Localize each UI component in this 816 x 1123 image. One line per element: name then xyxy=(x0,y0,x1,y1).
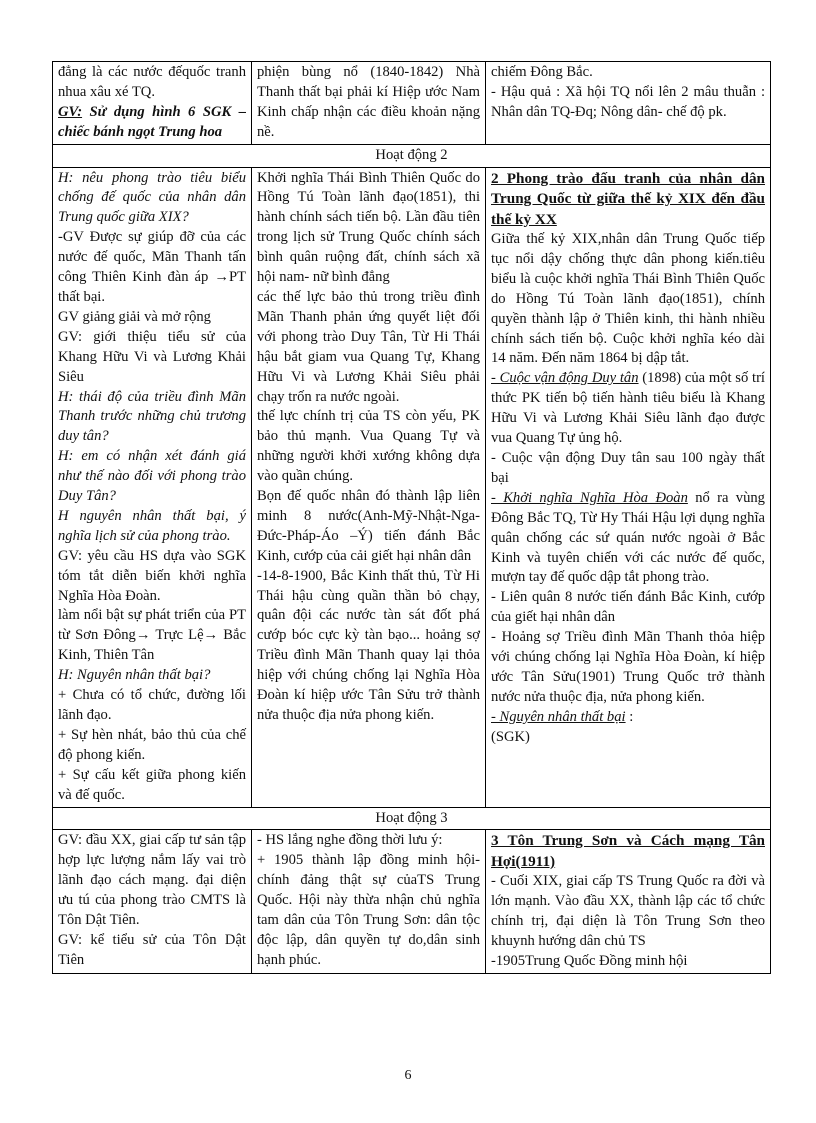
lesson-table xyxy=(52,61,771,974)
paragraph: Khởi nghĩa Thái Bình Thiên Quốc do Hồng Tú Toàn lãnh đạo(1851), thi hành chính sách tiến bộ. Lần đầu tiên trong lịch sử Trung Quốc chính sách bình quân ruộng đất, chính sách xã hội nam- nữ bình đẳng xyxy=(257,169,480,286)
teacher-activity-cell xyxy=(53,62,252,145)
paragraph: - Cuộc vận động Duy tân sau 100 ngày thất bại xyxy=(491,450,765,486)
gv-label: GV: xyxy=(58,103,83,120)
paragraph: -1905Trung Quốc Đồng minh hội xyxy=(491,953,688,970)
term-label: - Khởi nghĩa Nghĩa Hòa Đoàn xyxy=(491,489,688,506)
question: H nguyên nhân thất bại, ý nghĩa lịch sử của phong trào. xyxy=(58,507,246,544)
term-text: : xyxy=(625,708,634,725)
content-cell xyxy=(486,830,771,974)
paragraph: - Liên quân 8 nước tiến đánh Bắc Kinh, cướp của giết hại nhân dân xyxy=(491,589,765,626)
term-text: nổ ra vùng Đông Bắc TQ, Từ Hy Thái Hậu lợi dụng nghĩa quân chống các sứ quán nước ngoài ở Bắc Kinh và tuyên chiến với các nước đế quốc, mượn tay đế quốc dập tắt phong trào. xyxy=(491,489,765,586)
student-activity-cell xyxy=(252,167,486,807)
paragraph: - Hậu quả : Xã hội TQ nổi lên 2 mâu thuẫn : Nhân dân TQ-Đq; Nông dân- chế độ pk. xyxy=(491,83,765,120)
paragraph: Bọn đế quốc nhân đó thành lập liên minh 8 nước(Anh-Mỹ-Nhật-Nga- Đức-Pháp-Áo –Ý) tiến đánh Bắc Kinh, cướp của cải giết hại nhân dân xyxy=(257,488,480,564)
section-title: 2 Phong trào đấu tranh của nhân dân Trung Quốc từ giữa thế kỷ XIX đến đầu thế kỷ XX xyxy=(491,169,765,228)
teacher-activity-cell xyxy=(53,167,252,807)
paragraph: thế lực chính trị của TS còn yếu, PK bảo thủ mạnh. Vua Quang Tự và những người khởi xướng không dựa vào quần chúng. xyxy=(257,408,480,485)
question: H: nêu phong trào tiêu biểu chống đế quốc của nhân dân Trung quốc giữa XIX? xyxy=(58,169,246,226)
paragraph: đẳng là các nước đếquốc tranh nhua xâu xé TQ. xyxy=(58,64,246,100)
paragraph: GV: yêu cầu HS dựa vào SGK tóm tắt diễn biến khởi nghĩa Nghĩa Hòa Đoàn. xyxy=(58,547,246,604)
page-number: 6 xyxy=(404,1068,412,1083)
activity-heading: Hoạt động 2 xyxy=(53,144,771,167)
paragraph xyxy=(491,369,765,449)
term-label: - Cuộc vận động Duy tân xyxy=(491,370,639,387)
content-cell xyxy=(486,167,771,807)
section-title: 3 Tôn Trung Sơn và Cách mạng Tân Hợi(1911) xyxy=(491,832,765,870)
paragraph: GV giảng giải và mở rộng xyxy=(58,308,211,325)
question: H: em có nhận xét đánh giá như thế nào đối với phong trào Duy Tân? xyxy=(58,448,246,505)
paragraph xyxy=(491,708,765,728)
paragraph: GV: giới thiệu tiểu sử của Khang Hữu Vi và Lương Khải Siêu xyxy=(58,328,246,385)
paragraph: - HS lắng nghe đồng thời lưu ý: xyxy=(257,832,443,849)
teacher-activity-cell xyxy=(53,830,252,974)
student-activity-cell xyxy=(252,830,486,974)
paragraph: GV: kể tiểu sử của Tôn Dật Tiên xyxy=(58,931,246,968)
paragraph: -GV Được sự giúp đỡ của các nước đế quốc, Mãn Thanh tấn công Thiên Kinh đàn áp →PT thất bại. xyxy=(58,229,246,305)
table-row xyxy=(53,62,771,145)
paragraph: + 1905 thành lập đồng minh hội-chính đảng thật sự củaTS Trung Quốc. Hội này thừa nhận chủ nghĩa tam dân của Tôn Trung Sơn: dân tộc độc lập, dân quyền tự do,dân sinh hạnh phúc. xyxy=(257,852,480,968)
student-activity-cell xyxy=(252,62,486,145)
paragraph: + Sự cấu kết giữa phong kiến và đế quốc. xyxy=(58,766,246,803)
paragraph: + Chưa có tổ chức, đường lối lãnh đạo. xyxy=(58,687,246,723)
paragraph: làm nổi bật sự phát triển của PT từ Sơn Đông→ Trực Lệ→ Bắc Kinh, Thiên Tân xyxy=(58,607,246,664)
paragraph: các thế lực bảo thủ trong triều đình Mãn Thanh phản ứng quyết liệt đối với phong trào Duy Tân, Từ Hi Thái hậu bắt giam vua Quang Tự, Khang Hữu Vi và Lương Khải Siêu phải chạy trốn ra nước ngoài. xyxy=(257,288,480,405)
term-text: (1898) của một số trí thức PK tiến bộ tiến hành tiêu biểu là Khang Hữu Vi và Lương Khải Siêu lãnh đạo được vua Quang Tự ủng hộ. xyxy=(491,370,765,447)
gv-text: Sử dụng hình 6 SGK – chiếc bánh ngọt Trung hoa xyxy=(58,103,246,140)
table-row xyxy=(53,167,771,807)
activity-heading: Hoạt động 3 xyxy=(53,807,771,830)
question: H: thái độ của triều đình Mãn Thanh trước những chủ trương duy tân? xyxy=(58,388,246,445)
paragraph: - Hoảng sợ Triều đình Mãn Thanh thỏa hiệp với chúng chống lại Nghĩa Hòa Đoàn, kí hiệp ước Tân Sửu(1901) Trung Quốc trở thành nước nửa thuộc địa, nửa phong kiến. xyxy=(491,629,765,705)
content-cell xyxy=(486,62,771,145)
activity-heading-row xyxy=(53,144,771,167)
term-label: - Nguyên nhân thất bại xyxy=(491,708,626,725)
paragraph: GV: đầu XX, giai cấp tư sản tập hợp lực lượng nắm lấy vai trò lãnh đạo cách mạng. đại diện ưu tú của phong trào CMTS là Tôn Dật Tiên. xyxy=(58,832,246,929)
paragraph: + Sự hèn nhát, bảo thủ của chế độ phong kiến. xyxy=(58,726,246,763)
paragraph: - Cuối XIX, giai cấp TS Trung Quốc ra đời và lớn mạnh. Vào đầu XX, thành lập các tổ chức chính trị, đại diện là Tôn Trung Sơn theo khuynh hướng dân chủ TS xyxy=(491,873,765,950)
table-row xyxy=(53,830,771,974)
paragraph: phiện bùng nổ (1840-1842) Nhà Thanh thất bại phải kí Hiệp ước Nam Kinh chấp nhận các điều khoản nặng nề. xyxy=(257,64,480,140)
paragraph: chiếm Đông Bắc. xyxy=(491,64,593,80)
paragraph: (SGK) xyxy=(491,728,530,745)
activity-heading-row xyxy=(53,807,771,830)
paragraph xyxy=(58,103,246,143)
question: H: Nguyên nhân thất bại? xyxy=(58,667,211,684)
paragraph: Giữa thế kỷ XIX,nhân dân Trung Quốc tiếp tục nổi dậy chống thực dân phong kiến.tiêu biểu là cuộc khởi nghĩa Thái Bình Thiên Quốc do Hồng Tú Toàn lãnh đạo(1851), chính quyền thành lập ở Thiên kinh, thi hành nhiều chính sách tiến bộ. Cuộc khởi nghĩa kéo dài 14 năm. Đến năm 1864 bị dập tắt. xyxy=(491,231,765,367)
paragraph xyxy=(491,489,765,589)
paragraph: -14-8-1900, Bắc Kinh thất thủ, Từ Hi Thái hậu cùng quần thần bỏ chạy, quân đội các nước tàn sát đốt phá cướp bóc cực kỳ tàn bạo... hoảng sợ Triều đình Mãn Thanh quay lại thỏa hiệp với chúng chống lại Nghĩa Hòa Đoàn kí hiệp ước Tân Sửu trở thành nửa thuộc địa nửa phong kiến. xyxy=(257,567,480,723)
